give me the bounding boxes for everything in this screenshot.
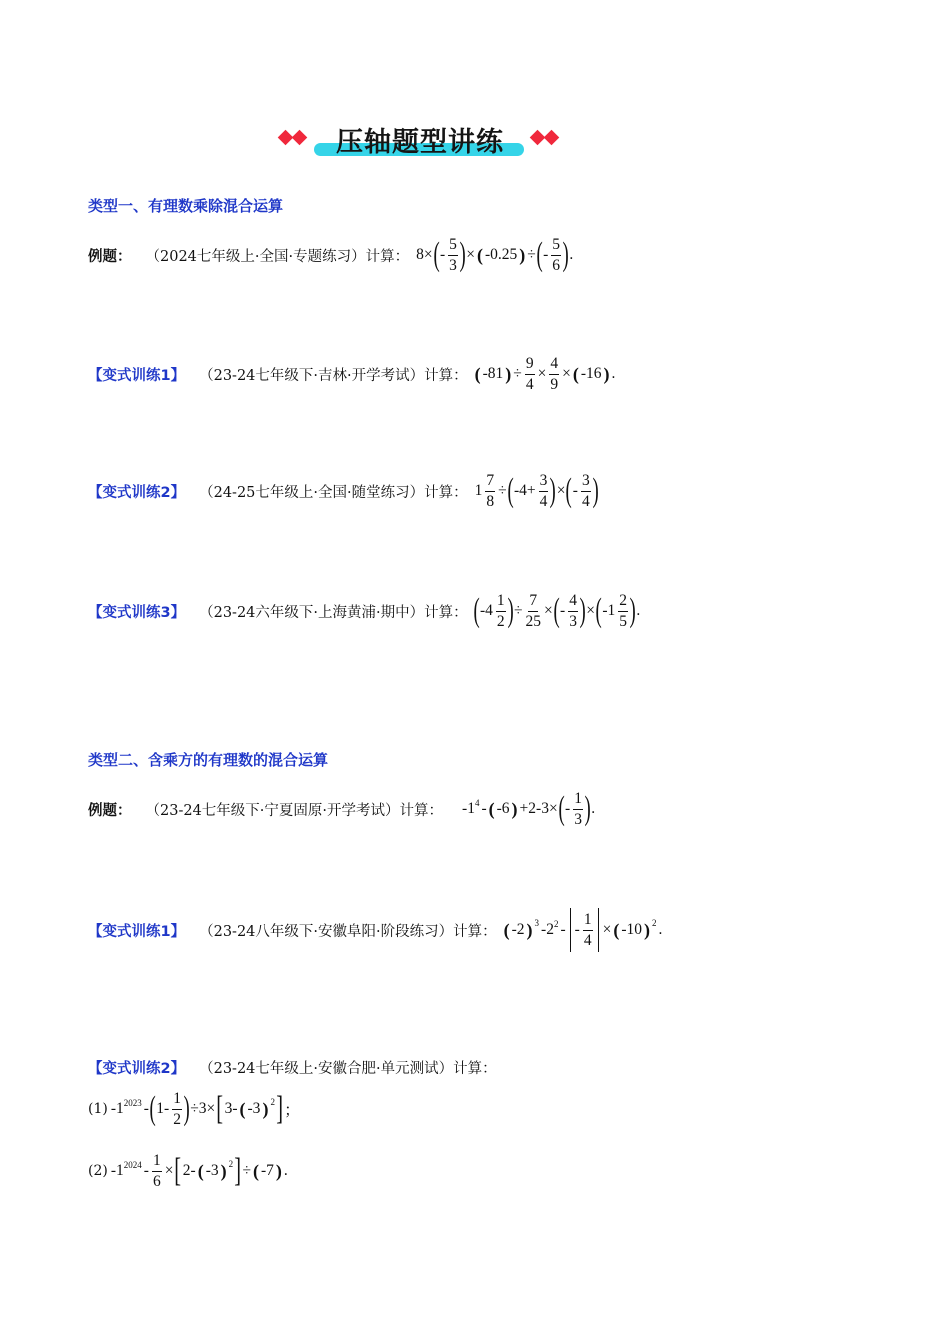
- subproblem-1: [88, 1086, 301, 1132]
- section2-variant-2: [88, 1056, 497, 1078]
- compute-prompt: 计算：: [424, 604, 468, 621]
- compute-prompt: 计算：: [453, 923, 497, 940]
- compute-prompt: 计算：: [424, 484, 468, 501]
- section2-variant-1: [88, 908, 663, 952]
- math-expression: ( -2 ) $^3$ $-2^2$ - - $\frac{1}{4}$ × ( -10 ) $^2$ .: [503, 908, 664, 952]
- math-expression: 1 $\frac{7}{8}$ ÷ ( -4+ $\frac{3}{4}$ ) × ( - $\frac{3}{4}$ ): [474, 472, 599, 510]
- variant-tag: 【变式训练1】: [88, 367, 186, 384]
- math-expression: ( -81 ) ÷ $\frac{9}{4}$ × $\frac{4}{9}$ × ( -16 ) .: [474, 355, 616, 393]
- subproblem-index: (1): [88, 1101, 108, 1117]
- section1-variant-1: [88, 352, 616, 396]
- example-source: （23-24七年级下·宁夏固原·开学考试）: [145, 802, 400, 819]
- math-expression: 8× ( - $\frac{5}{3}$ ) × ( -0.25 ) ÷ ( - $\frac{5}{6}$ ) .: [416, 236, 574, 274]
- math-expression: $-1^{2023}$ - ( 1- $\frac{1}{2}$ ) ÷3× [ 3- ( -3 ) $^2$ ] ；: [110, 1090, 300, 1128]
- banner-title: 压轴题型讲练: [336, 127, 504, 158]
- compute-prompt: 计算：: [365, 248, 410, 265]
- variant-tag: 【变式训练2】: [88, 484, 186, 501]
- section1-variant-2: [88, 469, 598, 513]
- compute-prompt: 计算：: [399, 802, 444, 819]
- example-source: （2024七年级上·全国·专题练习）: [145, 248, 366, 265]
- variant-tag: 【变式训练3】: [88, 604, 186, 621]
- variant-source: （23-24七年级上·安徽合肥·单元测试）: [199, 1060, 454, 1077]
- variant-source: （24-25七年级上·全国·随堂练习）: [199, 484, 425, 501]
- compute-prompt: 计算：: [453, 1060, 497, 1077]
- section-banner: [270, 118, 570, 162]
- subproblem-index: (2): [88, 1163, 108, 1179]
- math-expression: ( -4 $\frac{1}{2}$ ) ÷ $\frac{7}{25}$ × ( - $\frac{4}{3}$ ) × ( -1 $\frac{2}{5}$ ) .: [473, 592, 641, 630]
- section1-heading: 类型一、有理数乘除混合运算: [88, 197, 284, 215]
- math-expression: $-1^4$ - ( -6 ) +2-3× ( - $\frac{1}{3}$ ) .: [462, 790, 596, 828]
- section2-example: [88, 787, 596, 831]
- section2-heading: 类型二、含乘方的有理数的混合运算: [88, 751, 329, 769]
- variant-source: （23-24七年级下·吉林·开学考试）: [199, 367, 425, 384]
- variant-source: （23-24八年级下·安徽阜阳·阶段练习）: [199, 923, 454, 940]
- section1-example: [88, 233, 574, 277]
- math-expression: $-1^{2024}$ - $\frac{1}{6}$ × [ 2- ( -3 ) $^2$ ] ÷ ( -7 ) .: [110, 1152, 288, 1190]
- example-tag: 例题：: [88, 802, 132, 819]
- section1-variant-3: [88, 589, 641, 633]
- variant-tag: 【变式训练2】: [88, 1060, 186, 1077]
- variant-tag: 【变式训练1】: [88, 923, 186, 940]
- compute-prompt: 计算：: [424, 367, 468, 384]
- example-tag: 例题：: [88, 248, 132, 265]
- variant-source: （23-24六年级下·上海黄浦·期中）: [199, 604, 425, 621]
- subproblem-2: [88, 1148, 289, 1194]
